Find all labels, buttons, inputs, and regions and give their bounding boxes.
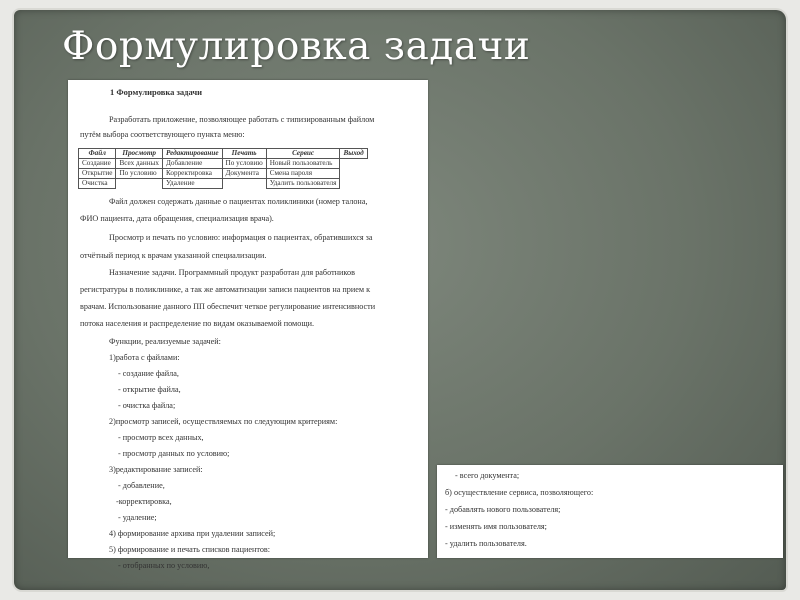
para2-line-1: Просмотр и печать по условию: информация о пациентах, обратившихся за — [109, 233, 373, 242]
table-cell: Смена пароля — [266, 169, 340, 179]
table-cell: Открытие — [79, 169, 116, 179]
slide-title: Формулировка задачи — [62, 24, 531, 69]
table-cell: Новый пользователь — [266, 159, 340, 169]
table-cell — [116, 179, 163, 189]
table-cell — [340, 169, 367, 179]
table-cell: Удаление — [162, 179, 222, 189]
para3-line-4: потока населения и распределение по видам оказываемой помощи. — [80, 319, 315, 328]
continuation-line: б) осуществление сервиса, позволяющего: — [445, 488, 594, 497]
function-subitem: - открытие файла, — [118, 385, 181, 394]
function-subitem: - просмотр всех данных, — [118, 433, 204, 442]
function-subitem: -корректировка, — [116, 497, 172, 506]
continuation-line: - изменять имя пользователя; — [445, 522, 547, 531]
function-item: 2)просмотр записей, осуществляемых по следующим критериям: — [109, 417, 338, 426]
menu-header-cell: Сервис — [266, 149, 340, 159]
document-page — [68, 80, 428, 570]
function-subitem: - удаление; — [118, 513, 157, 522]
menu-table — [78, 148, 368, 189]
table-row — [79, 169, 368, 179]
menu-table-header-row — [79, 149, 368, 159]
table-row — [79, 179, 368, 189]
continuation-line: - всего документа; — [455, 471, 520, 480]
table-cell: Корректировка — [162, 169, 222, 179]
function-subitem: - очистка файла; — [118, 401, 176, 410]
function-item: 1)работа с файлами: — [109, 353, 180, 362]
table-cell: По условию — [116, 169, 163, 179]
table-cell: Создание — [79, 159, 116, 169]
table-cell: По условию — [222, 159, 266, 169]
table-cell: Очистка — [79, 179, 116, 189]
para2-line-2: отчётный период к врачам указанной специализации. — [80, 251, 267, 260]
table-cell: Всех данных — [116, 159, 163, 169]
table-cell: Добавление — [162, 159, 222, 169]
menu-header-cell: Редактирование — [162, 149, 222, 159]
continuation-line: - добавлять нового пользователя; — [445, 505, 561, 514]
menu-header-cell: Файл — [79, 149, 116, 159]
function-subitem: - добавление, — [118, 481, 165, 490]
menu-header-cell: Выход — [340, 149, 367, 159]
para3-line-3: врачам. Использование данного ПП обеспечит четкое регулирование интенсивности — [80, 302, 376, 311]
table-cell — [340, 179, 367, 189]
table-cell: Документа — [222, 169, 266, 179]
table-cell: Удалить пользователя — [266, 179, 340, 189]
table-row — [79, 159, 368, 169]
document-heading: 1 Формулировка задачи — [110, 87, 203, 97]
para1-line-1: Файл должен содержать данные о пациентах поликлиники (номер талона, — [109, 197, 368, 206]
menu-header-cell: Просмотр — [116, 149, 163, 159]
para3-line-1: Назначение задачи. Программный продукт разработан для работников — [109, 268, 355, 277]
table-cell — [222, 179, 266, 189]
function-item: 3)редактирование записей: — [109, 465, 203, 474]
function-subitem: - отобранных по условию, — [118, 561, 210, 570]
continuation-line: - удалить пользователя. — [445, 539, 527, 548]
function-item: 5) формирование и печать списков пациентов: — [109, 545, 271, 554]
para3-line-2: регистратуры в поликлинике, а так же автоматизации записи пациентов на прием к — [80, 285, 371, 294]
table-cell — [340, 159, 367, 169]
function-item: 4) формирование архива при удалении записей; — [109, 529, 276, 538]
intro-line-1: Разработать приложение, позволяющее работать с типизированным файлом — [109, 115, 375, 124]
menu-header-cell: Печать — [222, 149, 266, 159]
intro-line-2: путём выбора соответствующего пункта меню: — [80, 130, 245, 139]
continuation-page — [437, 465, 783, 558]
para1-line-2: ФИО пациента, дата обращения, специализация врача). — [80, 214, 274, 223]
function-subitem: - создание файла, — [118, 369, 179, 378]
functions-title: Функции, реализуемые задачей: — [109, 337, 221, 346]
function-subitem: - просмотр данных по условию; — [118, 449, 230, 458]
